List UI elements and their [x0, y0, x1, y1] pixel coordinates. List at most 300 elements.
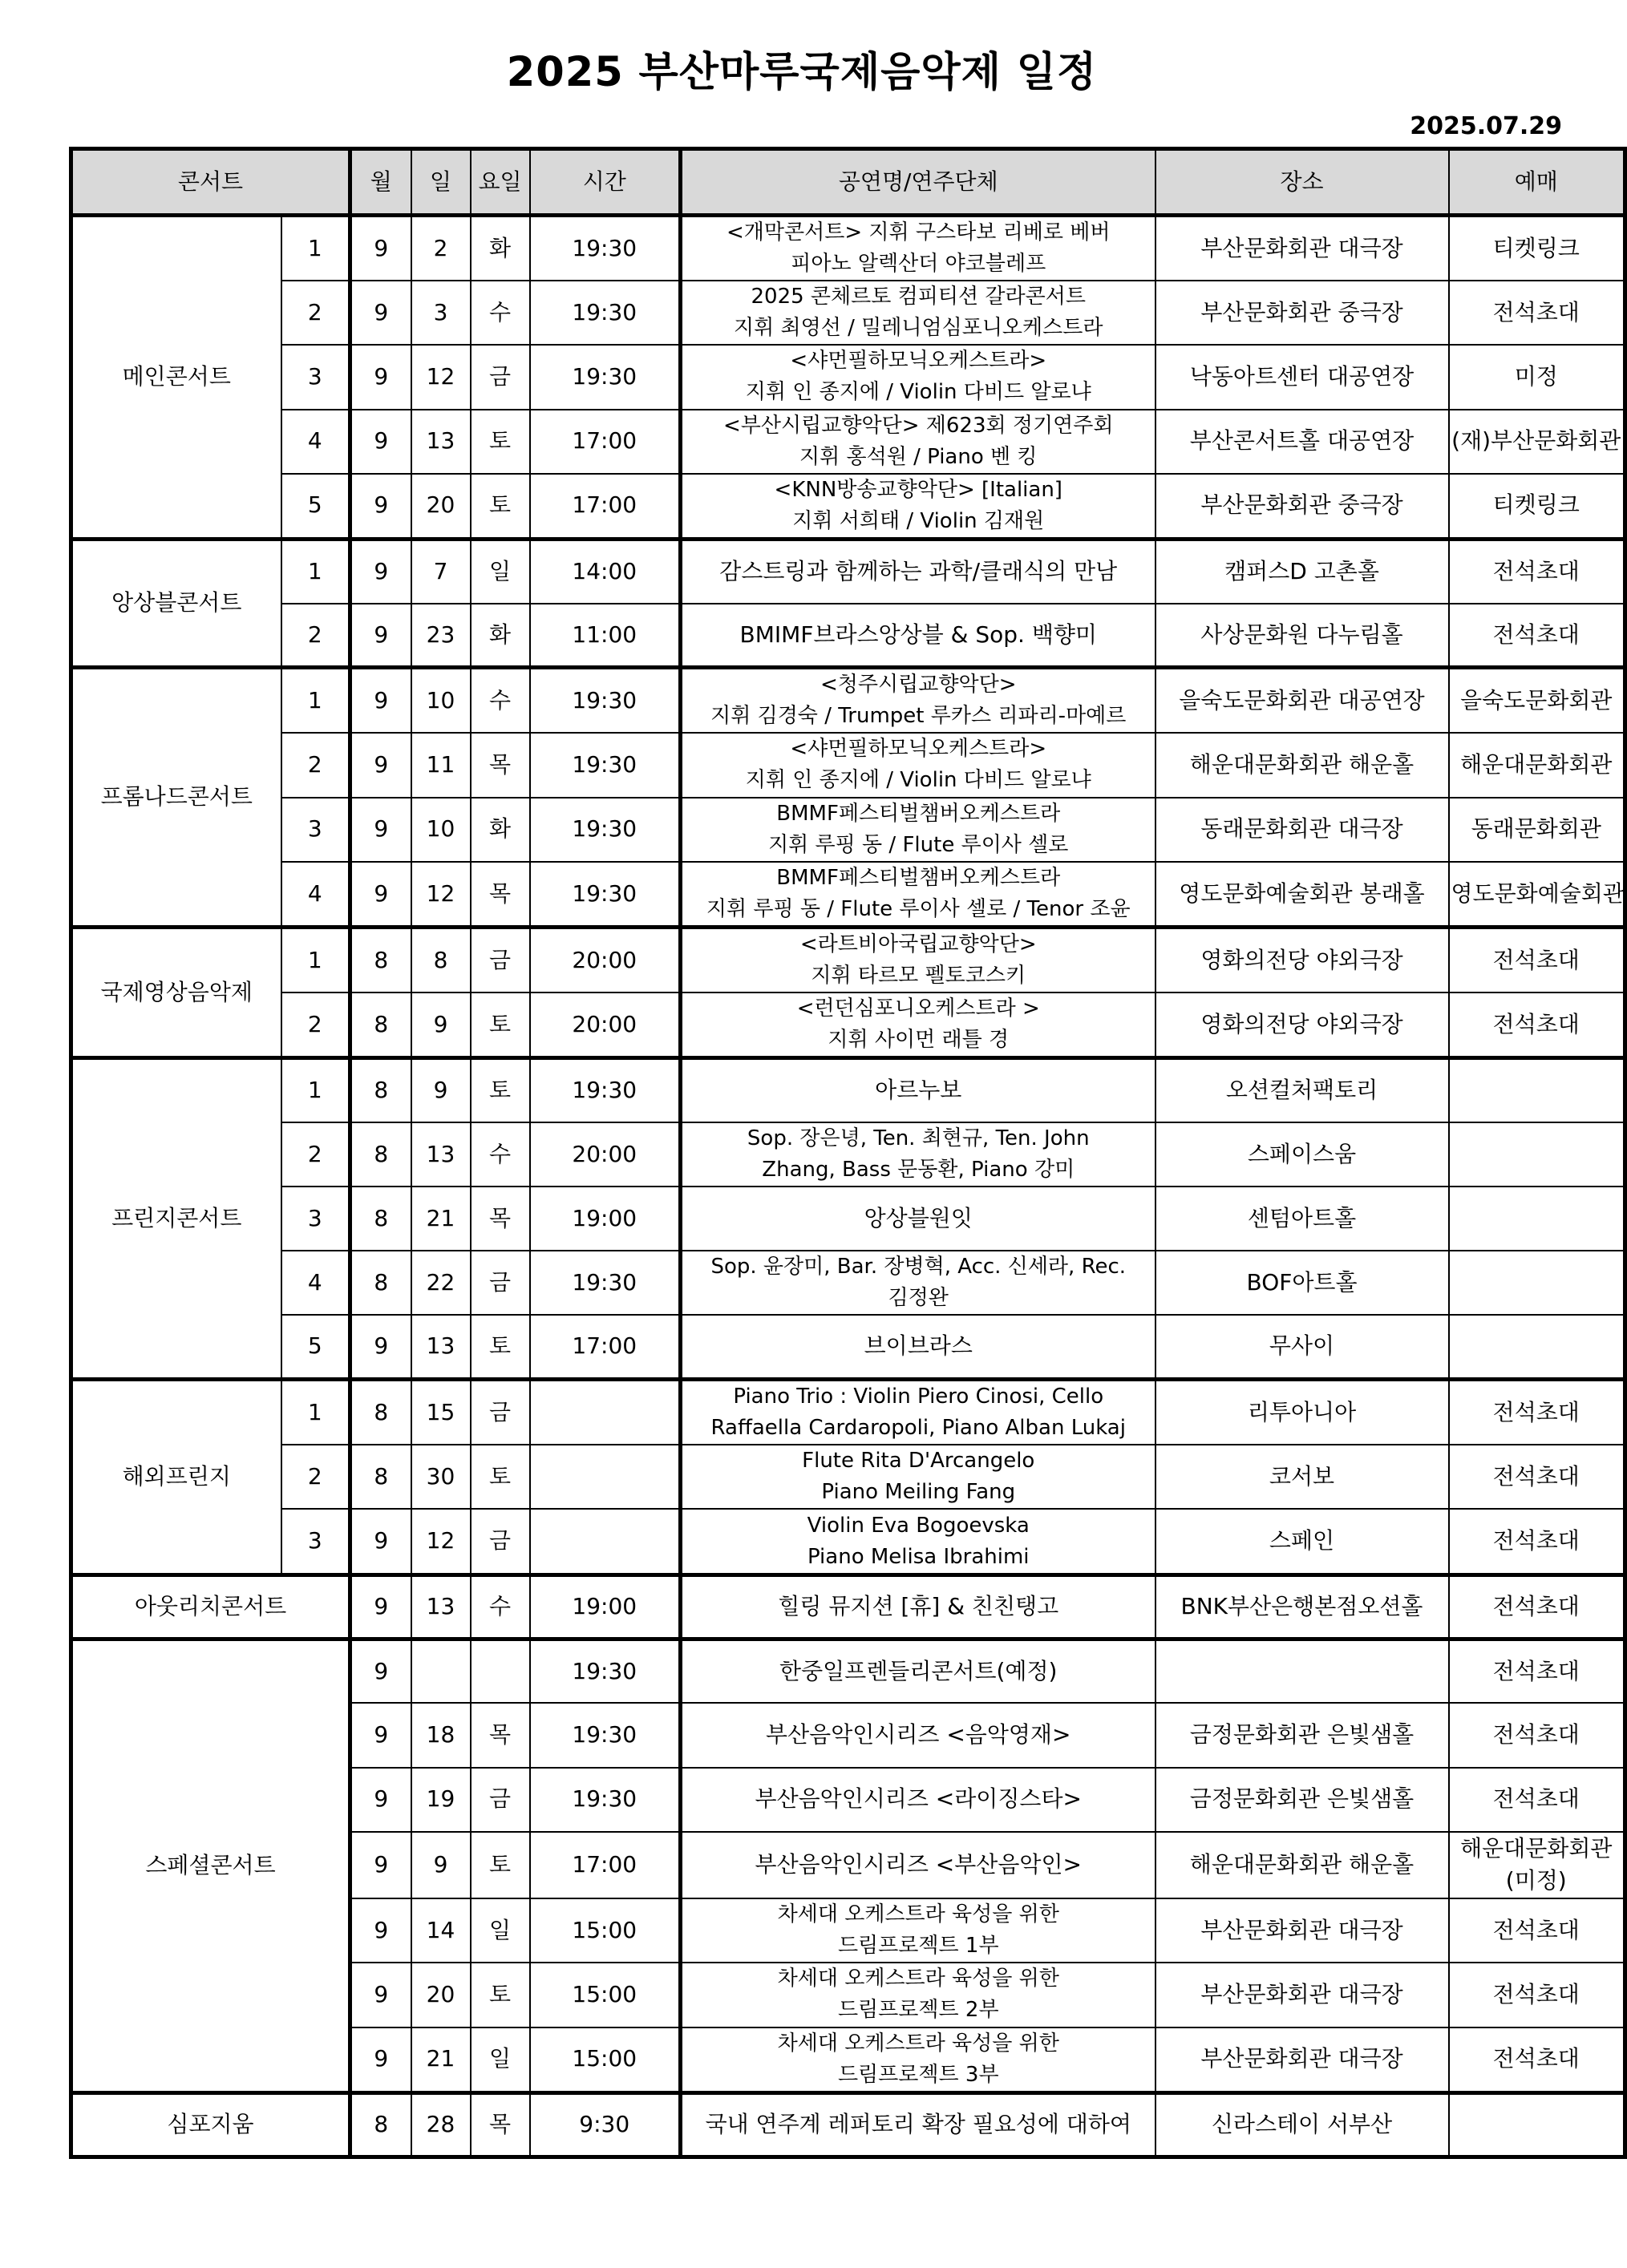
row-number: 1 — [281, 668, 350, 734]
venue-cell: 동래문화회관 대극장 — [1155, 798, 1449, 862]
weekday-cell: 토 — [471, 474, 530, 540]
ticket-cell: 티켓링크 — [1449, 216, 1625, 281]
venue-cell: 스페인 — [1155, 1509, 1449, 1575]
time-cell: 19:30 — [530, 281, 681, 345]
row-number: 2 — [281, 733, 350, 797]
ticket-cell: 동래문화회관 — [1449, 798, 1625, 862]
time-cell: 19:30 — [530, 733, 681, 797]
program-cell — [681, 474, 1155, 540]
program-cell — [681, 1509, 1155, 1575]
table-row — [71, 539, 1625, 603]
header-concert: 콘서트 — [71, 149, 350, 216]
month-cell: 9 — [350, 798, 411, 862]
header-program: 공연명/연주단체 — [681, 149, 1155, 216]
time-cell: 15:00 — [530, 1963, 681, 2027]
row-number: 4 — [281, 862, 350, 928]
weekday-cell: 화 — [471, 798, 530, 862]
program-cell — [681, 993, 1155, 1058]
weekday-cell: 수 — [471, 668, 530, 734]
row-number: 4 — [281, 1251, 350, 1315]
ticket-cell: 티켓링크 — [1449, 474, 1625, 540]
day-cell: 30 — [411, 1445, 471, 1509]
program-line: 지휘 인 종지에 / Violin 다비드 알로냐 — [745, 768, 1091, 793]
ticket-cell: 전석초대 — [1449, 1509, 1625, 1575]
program-cell — [681, 2027, 1155, 2093]
row-number: 1 — [281, 1058, 350, 1122]
program-cell — [681, 1898, 1155, 1963]
program-line: <KNN방송교향악단> [Italian] — [774, 477, 1062, 502]
program-line: Raffaella Cardaropoli, Piano Alban Lukaj — [710, 1416, 1126, 1441]
table-row — [71, 798, 1625, 862]
ticket-cell: 전석초대 — [1449, 2027, 1625, 2093]
venue-cell: 스페이스움 — [1155, 1122, 1449, 1187]
month-cell: 9 — [350, 862, 411, 928]
row-number: 1 — [281, 216, 350, 281]
page-title: 2025 부산마루국제음악제 일정 — [506, 49, 1098, 96]
header-month: 월 — [350, 149, 411, 216]
concert-category: 메인콘서트 — [71, 216, 281, 540]
program-line: Piano Melisa Ibrahimi — [807, 1544, 1030, 1569]
venue-cell: 부산문화회관 대극장 — [1155, 1963, 1449, 2027]
program-line: 지휘 타르모 펠토코스키 — [811, 963, 1026, 988]
weekday-cell: 일 — [471, 2027, 530, 2093]
month-cell: 9 — [350, 1703, 411, 1767]
ticket-cell: 전석초대 — [1449, 1380, 1625, 1445]
program-line: <개막콘서트> 지휘 구스타보 리베로 베버 — [726, 220, 1111, 245]
program-line: <부산시립교향악단> 제623회 정기연주회 — [723, 413, 1114, 438]
row-number: 1 — [281, 1380, 350, 1445]
weekday-cell: 토 — [471, 1058, 530, 1122]
ticket-cell: 전석초대 — [1449, 1963, 1625, 2027]
weekday-cell: 수 — [471, 281, 530, 345]
time-cell — [530, 1445, 681, 1509]
ticket-cell — [1449, 1187, 1625, 1251]
day-cell: 12 — [411, 345, 471, 409]
program-line: <샤먼필하모닉오케스트라> — [790, 737, 1047, 762]
table-row — [71, 1445, 1625, 1509]
time-cell: 19:00 — [530, 1575, 681, 1639]
day-cell: 13 — [411, 410, 471, 474]
row-number: 3 — [281, 798, 350, 862]
venue-cell: 해운대문화회관 해운홀 — [1155, 1832, 1449, 1898]
time-cell: 19:30 — [530, 216, 681, 281]
program-line: Piano Trio : Violin Piero Cinosi, Cello — [733, 1385, 1104, 1409]
time-cell: 19:30 — [530, 1768, 681, 1832]
header-weekday: 요일 — [471, 149, 530, 216]
table-row — [71, 1251, 1625, 1315]
program-line: 차세대 오케스트라 육성을 위한 — [777, 1902, 1059, 1927]
table-row — [71, 1575, 1625, 1639]
program-cell — [681, 733, 1155, 797]
venue-cell: BOF아트홀 — [1155, 1251, 1449, 1315]
program-cell — [681, 1445, 1155, 1509]
concert-category: 심포지움 — [71, 2092, 350, 2157]
day-cell: 21 — [411, 1187, 471, 1251]
program-cell — [681, 281, 1155, 345]
program-line: 드림프로젝트 3부 — [837, 2062, 999, 2087]
table-row — [71, 862, 1625, 928]
row-number: 3 — [281, 345, 350, 409]
program-line: 지휘 서희태 / Violin 김재원 — [792, 508, 1045, 533]
time-cell: 19:30 — [530, 862, 681, 928]
program-line: 브이브라스 — [864, 1332, 973, 1360]
program-cell — [681, 1380, 1155, 1445]
weekday-cell: 토 — [471, 1963, 530, 2027]
ticket-cell: 전석초대 — [1449, 1898, 1625, 1963]
program-line: 드림프로젝트 1부 — [837, 1934, 999, 1959]
venue-cell: 영화의전당 야외극장 — [1155, 993, 1449, 1058]
ticket-cell — [1449, 1058, 1625, 1122]
ticket-cell: 미정 — [1449, 345, 1625, 409]
weekday-cell: 일 — [471, 539, 530, 603]
program-line: 앙상블원잇 — [864, 1204, 973, 1231]
time-cell: 19:00 — [530, 1187, 681, 1251]
program-cell — [681, 1122, 1155, 1187]
ticket-cell: 전석초대 — [1449, 1639, 1625, 1703]
ticket-cell: 전석초대 — [1449, 1445, 1625, 1509]
month-cell: 8 — [350, 1058, 411, 1122]
day-cell: 13 — [411, 1122, 471, 1187]
day-cell: 3 — [411, 281, 471, 345]
month-cell: 9 — [350, 733, 411, 797]
day-cell: 13 — [411, 1315, 471, 1379]
month-cell: 8 — [350, 1380, 411, 1445]
time-cell: 9:30 — [530, 2092, 681, 2157]
table-row — [71, 604, 1625, 668]
weekday-cell: 목 — [471, 2092, 530, 2157]
ticket-cell: 전석초대 — [1449, 1703, 1625, 1767]
venue-cell: 금정문화회관 은빛샘홀 — [1155, 1703, 1449, 1767]
venue-cell: 사상문화원 다누림홀 — [1155, 604, 1449, 668]
program-line: Sop. 윤장미, Bar. 장병혁, Acc. 신세라, Rec. — [710, 1255, 1127, 1280]
program-line: <샤먼필하모닉오케스트라> — [790, 349, 1047, 374]
day-cell: 15 — [411, 1380, 471, 1445]
program-cell — [681, 1315, 1155, 1379]
month-cell: 9 — [350, 1898, 411, 1963]
time-cell: 19:30 — [530, 1058, 681, 1122]
program-cell — [681, 1575, 1155, 1639]
program-line: 감스트링과 함께하는 과학/클래식의 만남 — [719, 557, 1118, 584]
concert-category: 국제영상음악제 — [71, 927, 281, 1057]
venue-cell: 리투아니아 — [1155, 1380, 1449, 1445]
month-cell: 9 — [350, 1639, 411, 1703]
row-number: 1 — [281, 927, 350, 993]
venue-cell: 영도문화예술회관 봉래홀 — [1155, 862, 1449, 928]
month-cell: 8 — [350, 1187, 411, 1251]
day-cell: 7 — [411, 539, 471, 603]
program-line: BMIMF브라스앙상블 & Sop. 백향미 — [739, 621, 1097, 648]
program-cell — [681, 1832, 1155, 1898]
concert-category: 프롬나드콘서트 — [71, 668, 281, 928]
table-row — [71, 1380, 1625, 1445]
time-cell: 17:00 — [530, 1832, 681, 1898]
weekday-cell: 토 — [471, 410, 530, 474]
program-line: BMMF페스티벌챔버오케스트라 — [776, 865, 1061, 890]
weekday-cell: 토 — [471, 1832, 530, 1898]
program-line: 지휘 김경숙 / Trumpet 루카스 리파리-마예르 — [710, 704, 1127, 729]
ticket-cell: 영도문화예술회관 — [1449, 862, 1625, 928]
table-row — [71, 2092, 1625, 2157]
program-cell — [681, 604, 1155, 668]
ticket-cell — [1449, 1122, 1625, 1187]
program-line: Sop. 장은녕, Ten. 최현규, Ten. John — [747, 1126, 1090, 1150]
table-row — [71, 927, 1625, 993]
program-cell — [681, 1187, 1155, 1251]
month-cell: 8 — [350, 1251, 411, 1315]
program-line: Piano Meiling Fang — [821, 1480, 1016, 1505]
weekday-cell: 화 — [471, 216, 530, 281]
table-row — [71, 993, 1625, 1058]
venue-cell — [1155, 1639, 1449, 1703]
time-cell: 20:00 — [530, 993, 681, 1058]
program-cell — [681, 1251, 1155, 1315]
row-number: 2 — [281, 1445, 350, 1509]
day-cell: 12 — [411, 862, 471, 928]
table-row — [71, 1122, 1625, 1187]
weekday-cell: 토 — [471, 1315, 530, 1379]
time-cell: 19:30 — [530, 668, 681, 734]
venue-cell: 캠퍼스D 고촌홀 — [1155, 539, 1449, 603]
program-line: Flute Rita D'Arcangelo — [802, 1449, 1035, 1474]
weekday-cell: 금 — [471, 1768, 530, 1832]
weekday-cell: 토 — [471, 1445, 530, 1509]
month-cell: 9 — [350, 281, 411, 345]
table-row — [71, 216, 1625, 281]
header-venue: 장소 — [1155, 149, 1449, 216]
weekday-cell: 금 — [471, 1509, 530, 1575]
program-line: 차세대 오케스트라 육성을 위한 — [777, 1967, 1059, 1991]
program-cell — [681, 1058, 1155, 1122]
table-row — [71, 410, 1625, 474]
row-number: 2 — [281, 993, 350, 1058]
program-line: 힐링 뮤지션 [휴] & 친친탱고 — [778, 1592, 1059, 1619]
time-cell: 17:00 — [530, 1315, 681, 1379]
program-cell — [681, 798, 1155, 862]
day-cell: 22 — [411, 1251, 471, 1315]
day-cell: 10 — [411, 798, 471, 862]
venue-cell: 오션컬처팩토리 — [1155, 1058, 1449, 1122]
program-line: 지휘 사이먼 래틀 경 — [828, 1028, 1010, 1053]
weekday-cell: 금 — [471, 927, 530, 993]
venue-cell: 해운대문화회관 해운홀 — [1155, 733, 1449, 797]
table-row — [71, 733, 1625, 797]
ticket-cell — [1449, 2092, 1625, 2157]
ticket-cell: 전석초대 — [1449, 1575, 1625, 1639]
header-row — [71, 149, 1625, 216]
day-cell: 11 — [411, 733, 471, 797]
venue-cell: 부산문화회관 대극장 — [1155, 216, 1449, 281]
program-cell — [681, 1768, 1155, 1832]
program-line: <청주시립교향악단> — [820, 673, 1017, 697]
month-cell: 9 — [350, 604, 411, 668]
time-cell: 19:30 — [530, 798, 681, 862]
program-line: <런던심포니오케스트라 > — [796, 997, 1040, 1021]
day-cell — [411, 1639, 471, 1703]
program-cell — [681, 927, 1155, 993]
venue-cell: 낙동아트센터 대공연장 — [1155, 345, 1449, 409]
day-cell: 28 — [411, 2092, 471, 2157]
venue-cell: 영화의전당 야외극장 — [1155, 927, 1449, 993]
row-number: 5 — [281, 474, 350, 540]
program-line: 지휘 홍석원 / Piano 벤 킹 — [799, 444, 1038, 469]
time-cell: 20:00 — [530, 927, 681, 993]
month-cell: 9 — [350, 1832, 411, 1898]
program-line: 부산음악인시리즈 <라이징스타> — [755, 1785, 1082, 1813]
ticket-cell: 전석초대 — [1449, 927, 1625, 993]
ticket-cell — [1449, 1315, 1625, 1379]
day-cell: 9 — [411, 1058, 471, 1122]
month-cell: 9 — [350, 410, 411, 474]
venue-cell: 코서보 — [1155, 1445, 1449, 1509]
concert-category: 프린지콘서트 — [71, 1058, 281, 1380]
month-cell: 8 — [350, 2092, 411, 2157]
ticket-cell: 해운대문화회관 (미정) — [1449, 1832, 1625, 1898]
row-number: 3 — [281, 1509, 350, 1575]
day-cell: 13 — [411, 1575, 471, 1639]
day-cell: 23 — [411, 604, 471, 668]
weekday-cell: 화 — [471, 604, 530, 668]
month-cell: 9 — [350, 1575, 411, 1639]
time-cell: 17:00 — [530, 474, 681, 540]
program-line: 부산음악인시리즈 <음악영재> — [766, 1721, 1071, 1749]
venue-cell: 무사이 — [1155, 1315, 1449, 1379]
program-line: 지휘 최영선 / 밀레니엄심포니오케스트라 — [733, 316, 1103, 341]
program-line: 국내 연주계 레퍼토리 확장 필요성에 대하여 — [705, 2111, 1131, 2138]
day-cell: 10 — [411, 668, 471, 734]
program-line: BMMF페스티벌챔버오케스트라 — [776, 801, 1061, 826]
program-line: Violin Eva Bogoevska — [807, 1513, 1030, 1538]
row-number: 4 — [281, 410, 350, 474]
month-cell: 9 — [350, 216, 411, 281]
venue-cell: 부산문화회관 대극장 — [1155, 2027, 1449, 2093]
month-cell: 8 — [350, 927, 411, 993]
day-cell: 2 — [411, 216, 471, 281]
program-line: 지휘 루핑 동 / Flute 루이사 셀로 / Tenor 조윤 — [706, 896, 1131, 921]
weekday-cell: 수 — [471, 1575, 530, 1639]
month-cell: 9 — [350, 1509, 411, 1575]
table-row — [71, 668, 1625, 734]
weekday-cell: 일 — [471, 1898, 530, 1963]
program-line: 드림프로젝트 2부 — [837, 1998, 999, 2023]
venue-cell: 을숙도문화회관 대공연장 — [1155, 668, 1449, 734]
day-cell: 21 — [411, 2027, 471, 2093]
program-line: 김정완 — [888, 1286, 949, 1311]
program-line: 피아노 알렉산더 야코블레프 — [791, 252, 1046, 277]
concert-category: 아웃리치콘서트 — [71, 1575, 350, 1639]
weekday-cell: 목 — [471, 1703, 530, 1767]
day-cell: 20 — [411, 474, 471, 540]
concert-category: 스페셜콘서트 — [71, 1639, 350, 2092]
table-row — [71, 1187, 1625, 1251]
program-line: 아르누보 — [875, 1077, 962, 1104]
time-cell: 11:00 — [530, 604, 681, 668]
program-cell — [681, 1963, 1155, 2027]
program-cell — [681, 1639, 1155, 1703]
weekday-cell: 목 — [471, 733, 530, 797]
weekday-cell: 금 — [471, 345, 530, 409]
time-cell: 20:00 — [530, 1122, 681, 1187]
venue-cell: 센텀아트홀 — [1155, 1187, 1449, 1251]
row-number: 2 — [281, 1122, 350, 1187]
table-row — [71, 1639, 1625, 1703]
row-number: 2 — [281, 281, 350, 345]
day-cell: 9 — [411, 1832, 471, 1898]
weekday-cell: 수 — [471, 1122, 530, 1187]
program-cell — [681, 1703, 1155, 1767]
weekday-cell: 금 — [471, 1251, 530, 1315]
document-date: 2025.07.29 — [1410, 112, 1562, 140]
row-number: 3 — [281, 1187, 350, 1251]
day-cell: 8 — [411, 927, 471, 993]
month-cell: 8 — [350, 1122, 411, 1187]
month-cell: 9 — [350, 539, 411, 603]
day-cell: 20 — [411, 1963, 471, 2027]
program-line: 부산음악인시리즈 <부산음악인> — [755, 1851, 1082, 1878]
month-cell: 9 — [350, 1768, 411, 1832]
schedule-body — [71, 216, 1625, 2157]
row-number: 1 — [281, 539, 350, 603]
ticket-cell: 전석초대 — [1449, 604, 1625, 668]
concert-category: 해외프린지 — [71, 1380, 281, 1575]
weekday-cell — [471, 1639, 530, 1703]
weekday-cell: 목 — [471, 862, 530, 928]
time-cell: 15:00 — [530, 2027, 681, 2093]
venue-cell: 금정문화회관 은빛샘홀 — [1155, 1768, 1449, 1832]
program-cell — [681, 862, 1155, 928]
time-cell: 19:30 — [530, 1251, 681, 1315]
ticket-cell: 전석초대 — [1449, 1768, 1625, 1832]
weekday-cell: 토 — [471, 993, 530, 1058]
month-cell: 9 — [350, 2027, 411, 2093]
time-cell: 19:30 — [530, 1703, 681, 1767]
venue-cell: 부산문화회관 중극장 — [1155, 281, 1449, 345]
time-cell — [530, 1509, 681, 1575]
time-cell — [530, 1380, 681, 1445]
header-time: 시간 — [530, 149, 681, 216]
table-row — [71, 1058, 1625, 1122]
ticket-cell: 전석초대 — [1449, 539, 1625, 603]
header-day: 일 — [411, 149, 471, 216]
table-row — [71, 1509, 1625, 1575]
row-number: 2 — [281, 604, 350, 668]
program-line: Zhang, Bass 문동환, Piano 강미 — [762, 1157, 1075, 1182]
program-line: 한중일프렌들리콘서트(예정) — [779, 1657, 1058, 1684]
program-line: 지휘 루핑 동 / Flute 루이사 셀로 — [768, 832, 1069, 857]
month-cell: 9 — [350, 1963, 411, 2027]
day-cell: 18 — [411, 1703, 471, 1767]
table-row — [71, 1315, 1625, 1379]
program-line: 지휘 인 종지에 / Violin 다비드 알로냐 — [745, 380, 1091, 405]
venue-cell: BNK부산은행본점오션홀 — [1155, 1575, 1449, 1639]
program-cell — [681, 410, 1155, 474]
ticket-cell: 전석초대 — [1449, 993, 1625, 1058]
ticket-cell: 전석초대 — [1449, 281, 1625, 345]
month-cell: 9 — [350, 345, 411, 409]
header-ticket: 예매 — [1449, 149, 1625, 216]
time-cell: 19:30 — [530, 1639, 681, 1703]
day-cell: 12 — [411, 1509, 471, 1575]
program-line: <라트비아국립교향악단> — [799, 932, 1037, 956]
table-row — [71, 474, 1625, 540]
month-cell: 8 — [350, 1445, 411, 1509]
day-cell: 19 — [411, 1768, 471, 1832]
ticket-cell: (재)부산문화회관 — [1449, 410, 1625, 474]
time-cell: 19:30 — [530, 345, 681, 409]
program-cell — [681, 345, 1155, 409]
ticket-cell: 을숙도문화회관 — [1449, 668, 1625, 734]
venue-cell: 부산문화회관 중극장 — [1155, 474, 1449, 540]
venue-cell: 부산콘서트홀 대공연장 — [1155, 410, 1449, 474]
